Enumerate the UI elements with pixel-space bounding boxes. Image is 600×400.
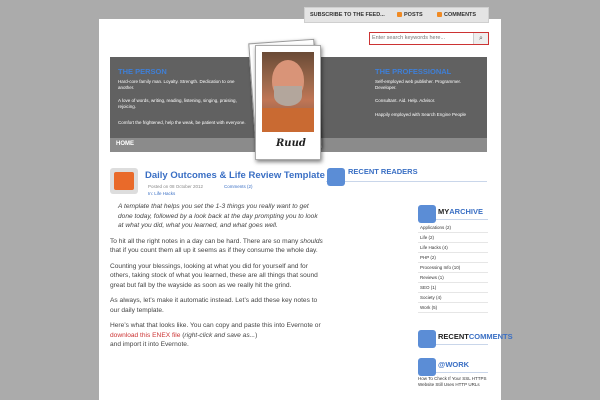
- post-paragraph-4: [110, 321, 324, 350]
- person-title: THE PERSON: [118, 67, 167, 76]
- twitter-icon: [418, 358, 436, 376]
- archive-item-label: Life Hacks (4): [420, 245, 448, 250]
- archive-item-label: Reviews (1): [420, 275, 444, 280]
- recent-comments-word-2: COMMENTS: [468, 332, 513, 341]
- person-text-1: Hard-core family man. Loyalty. Strength. Dedication to one another.: [118, 79, 235, 90]
- post-category-icon: [110, 168, 138, 194]
- archive-item[interactable]: [418, 302, 488, 313]
- comments-icon: [418, 330, 436, 348]
- person-text-2: A love of words, writing, reading, listening, singing, praising, rejoicing.: [118, 98, 237, 109]
- posts-feed-link[interactable]: [397, 12, 423, 18]
- work-tweet[interactable]: How To Check If Your SSL HTTPS Website Still Uses HTTP URLs: [418, 376, 487, 387]
- post-paragraph-2: Counting your blessings, looking at what you did for yourself and for others, taking stock of what you learned, these are all things that sound great but fall by the wayside as soon as we really hit the grind.: [110, 262, 318, 289]
- recent-comments-word-1: RECENT: [438, 332, 469, 341]
- photo-shirt: [262, 108, 314, 132]
- archive-item-label: Life (2): [420, 235, 435, 240]
- presentation-icon: [114, 172, 134, 190]
- p4-text-a: Here’s what that looks like. You can copy and paste this into Evernote or: [110, 322, 321, 329]
- rss-icon: [397, 12, 402, 17]
- readers-icon: [327, 168, 345, 186]
- post-title[interactable]: Daily Outcomes & Life Review Template: [145, 170, 325, 181]
- post-intro: A template that helps you set the 1-3 things you really want to get done today, followed by a look back at the day prompting you to look at what you did, what you learned, and what goes well.: [118, 203, 318, 229]
- archive-title: [438, 207, 483, 216]
- professional-text-2: Consultant. Aid. Help. Advisor.: [375, 98, 436, 103]
- archive-title-my: MY: [438, 207, 450, 216]
- search-box: [369, 32, 489, 45]
- rss-icon: [437, 12, 442, 17]
- p4-text-c: ): [255, 331, 258, 339]
- work-title: @WORK: [438, 360, 470, 369]
- p4-text-d: and import it into Evernote.: [110, 341, 189, 348]
- person-text-3: Comfort the frightened, help the weak, be patient with everyone.: [118, 120, 246, 125]
- profile-polaroid: [255, 45, 321, 160]
- p1-emphasis: shoulds: [300, 237, 323, 245]
- enex-download-link[interactable]: download this ENEX file: [110, 331, 181, 339]
- search-input[interactable]: [372, 34, 468, 42]
- archive-item-label: SEO (1): [420, 285, 437, 290]
- archive-title-word: ARCHIVE: [449, 207, 484, 216]
- p1-text-a: To hit all the right notes in a day can be hard. There are so many: [110, 237, 301, 245]
- subscribe-label[interactable]: SUBSCRIBE TO THE FEED...: [310, 12, 385, 18]
- post-paragraph-3: As always, let’s make it automatic instead. Let’s add these key notes to our daily template.: [110, 297, 318, 314]
- p4-text-b: (: [180, 331, 185, 339]
- nav-home[interactable]: HOME: [116, 141, 134, 147]
- recent-comments-title: [438, 332, 513, 341]
- archive-item-label: Society (4): [420, 295, 442, 300]
- post-category-link[interactable]: In: Life Hacks: [148, 191, 176, 196]
- p1-text-b: that if you count them all up it seems as if they consume the whole day.: [110, 247, 318, 254]
- post-paragraph-1: [110, 237, 324, 256]
- signature: Ruud: [276, 138, 306, 149]
- post-date: Posted on 08 October 2012: [148, 184, 204, 189]
- p4-emphasis: right-click and save as...: [184, 331, 256, 339]
- archive-item-label: Work (5): [420, 305, 438, 310]
- posts-feed-label: POSTS: [404, 12, 423, 18]
- photo-beard: [274, 86, 302, 106]
- recent-readers-title: RECENT READERS: [348, 167, 418, 176]
- archive-item-label: Applications (2): [420, 225, 452, 230]
- search-button[interactable]: [473, 33, 488, 44]
- comments-feed-link[interactable]: [437, 12, 476, 18]
- archive-icon: [418, 205, 436, 223]
- post-body: [110, 202, 324, 356]
- search-icon: ⌕: [479, 35, 483, 42]
- professional-text-1: Self-employed web publisher. Programmer. Developer.: [375, 79, 462, 90]
- archive-item-label: PHP (2): [420, 255, 436, 260]
- archive-item-label: Processing Info (10): [420, 265, 461, 270]
- professional-text-3: Happily employed with Search Engine People: [375, 112, 467, 117]
- comments-feed-label: COMMENTS: [444, 12, 477, 18]
- professional-title: THE PROFESSIONAL: [375, 67, 452, 76]
- profile-photo: [262, 52, 314, 132]
- top-feed-bar: [304, 7, 489, 23]
- post-comments-link[interactable]: Comments (2): [224, 184, 253, 189]
